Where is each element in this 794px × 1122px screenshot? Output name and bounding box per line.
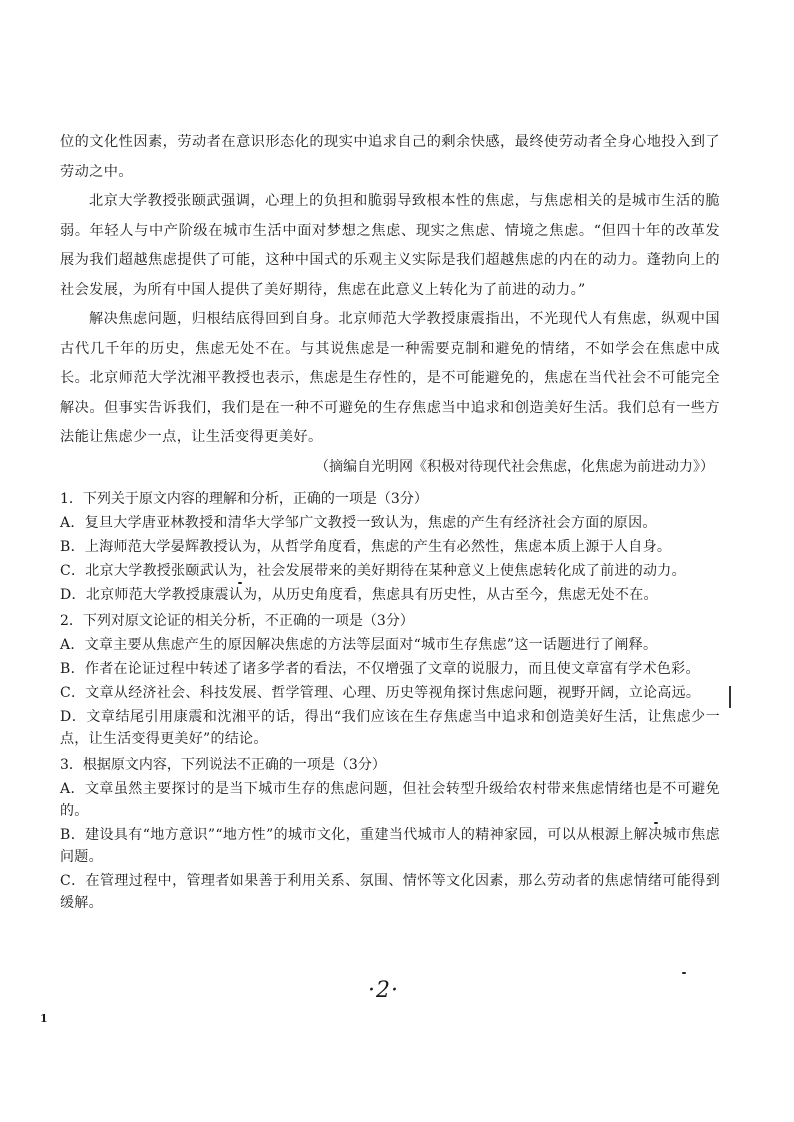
passage-paragraph-1: 位的文化性因素，劳动者在意识形态化的现实中追求自己的剩余快感，最终使劳动者全身心地投入到了劳动之中。	[60, 134, 720, 180]
option-a: A．文章主要从焦虑产生的原因解决焦虑的方法等层面对“城市生存焦虑”这一话题进行了阐释。	[60, 637, 658, 653]
scan-speck	[654, 822, 658, 824]
option-d: D．文章结尾引用康震和沈湘平的话，得出“我们应该在生存焦虑当中追求和创造美好生活，让焦虑少一点，让生活变得更美好”的结论。	[60, 709, 720, 747]
option-b: B．作者在论证过程中转述了诸多学者的看法，不仅增强了文章的说服力，而且使文章富有学术色彩。	[60, 661, 700, 677]
question-title: 2．下列对原文论证的相关分析，不正确的一项是（3分）	[60, 613, 414, 629]
passage-paragraph-2: 北京大学教授张颐武强调，心理上的负担和脆弱导致根本性的焦虑，与焦虑相关的是城市生活的脆弱。年轻人与中产阶级在城市生活中面对梦想之焦虑、现实之焦虑、情境之焦虑。“但四十年的改革发展为我们超越焦虑提供了可能，这种中国式的乐观主义实际是我们超越焦虑的内在的动力。蓬勃向上的社会发展，为所有中国人提供了美好期待，焦虑在此意义上转化为了前进的动力。”	[60, 193, 720, 298]
question-1	[60, 488, 720, 606]
page-number: ·2·	[368, 978, 399, 1003]
option-a: A．复旦大学唐亚林教授和清华大学邹广文教授一致认为，焦虑的产生有经济社会方面的原因。	[60, 515, 657, 531]
passage-source: （摘编自光明网《积极对待现代社会焦虑，化焦虑为前进动力》）	[315, 458, 714, 475]
option-a: A．文章虽然主要探讨的是当下城市生存的焦虑问题，但社会转型升级给农村带来焦虑情绪也是不可避免的。	[60, 781, 720, 819]
question-title: 3．根据原文内容，下列说法不正确的一项是（3分）	[60, 757, 386, 773]
reading-passage	[60, 128, 720, 482]
option-c: C．北京大学教授张颐武认为，社会发展带来的美好期待在某种意义上使焦虑转化成了前进的动力。	[60, 563, 686, 579]
scan-speck	[238, 582, 242, 584]
scan-speck	[682, 972, 686, 974]
option-c: C．文章从经济社会、科技发展、哲学管理、心理、历史等视角探讨焦虑问题，视野开阔，立论高远。	[60, 685, 701, 701]
passage-paragraph-3: 解决焦虑问题，归根结底得回到自身。北京师范大学教授康震指出，不光现代人有焦虑，纵观中国古代几千年的历史，焦虑无处不在。与其说焦虑是一种需要克制和避免的情绪，不如学会在焦虑中成长。北京师范大学沈湘平教授也表示，焦虑是生存性的，是不可能避免的，焦虑在当代社会不可能完全解决。但事实告诉我们，我们是在一种不可避免的生存焦虑当中追求和创造美好生活。我们总有一些方法能让焦虑少一点，让生活变得更美好。	[60, 311, 720, 445]
option-b: B．上海师范大学晏辉教授认为，从哲学角度看，焦虑的产生有必然性，焦虑本质上源于人自身。	[60, 539, 672, 555]
scan-artifact-line	[729, 686, 731, 708]
question-2	[60, 610, 720, 750]
margin-mark: 1	[40, 1012, 48, 1025]
option-d: D．北京师范大学教授康震认为，从历史角度看，焦虑具有历史性，从古至今，焦虑无处不在。	[60, 587, 658, 603]
option-c: C．在管理过程中，管理者如果善于利用关系、氛围、情怀等文化因素，那么劳动者的焦虑情绪可能得到缓解。	[60, 873, 720, 911]
option-b: B．建设具有“地方意识”“地方性”的城市文化，重建当代城市人的精神家园，可以从根源上解决城市焦虑问题。	[60, 827, 720, 865]
question-list	[60, 484, 720, 918]
question-title: 1．下列关于原文内容的理解和分析，正确的一项是（3分）	[60, 491, 428, 507]
question-3	[60, 754, 720, 914]
